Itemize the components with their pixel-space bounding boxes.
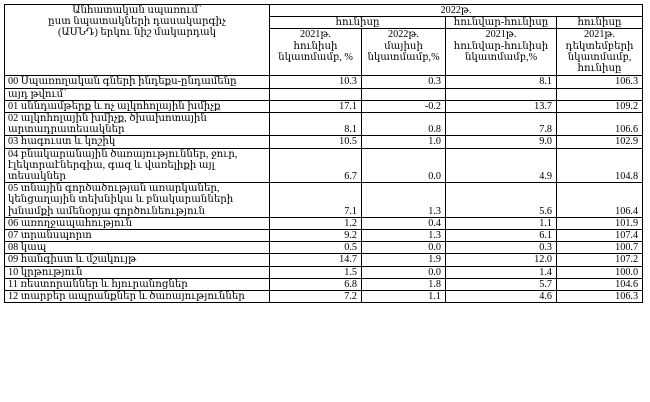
value-june-yoy: 14.7 (270, 254, 362, 266)
value-june-vs-dec: 104.8 (557, 148, 643, 183)
table-row (5, 254, 643, 266)
value-jan-june-yoy: 5.7 (446, 278, 557, 290)
value-june-yoy: 7.1 (270, 183, 362, 218)
value-june-yoy: 8.1 (270, 113, 362, 136)
value-june-vs-dec: 107.4 (557, 230, 643, 242)
value-june-mom: 0.0 (362, 242, 446, 254)
row-label: 03 հագուստ և կոշիկ (5, 136, 270, 148)
value-june-vs-dec: 102.9 (557, 136, 643, 148)
row-label: 08 կապ (5, 242, 270, 254)
col-b-header: 2022թ. մայիսի նկատմամբ,% (362, 29, 446, 76)
value-jan-june-yoy: 4.9 (446, 148, 557, 183)
value-jan-june-yoy: 9.0 (446, 136, 557, 148)
value-june-mom: -0.2 (362, 100, 446, 112)
value-june-yoy: 10.5 (270, 136, 362, 148)
value-june-vs-dec: 106.3 (557, 291, 643, 303)
row-label: 11 ռեստորաններ և հյուրանոցներ (5, 278, 270, 290)
value-june-vs-dec: 106.3 (557, 76, 643, 88)
label-column-header: Անհատական սպառում՝ ըստ նպատակների դասակարգիչ (ԱՍՆԴ) երկու նիշ մակարդակ (5, 5, 270, 76)
june-group-header: հունիսը (270, 17, 446, 29)
table-row (5, 113, 643, 136)
table-row (5, 148, 643, 183)
table-row (5, 76, 643, 88)
table-row (5, 278, 643, 290)
value-june-vs-dec: 106.4 (557, 183, 643, 218)
value-june-mom: 1.0 (362, 136, 446, 148)
table-row (5, 242, 643, 254)
row-label: 12 տարբեր ապրանքներ և ծառայություններ (5, 291, 270, 303)
value-june-vs-dec (557, 88, 643, 100)
value-june-yoy (270, 88, 362, 100)
table-row (5, 266, 643, 278)
year-header: 2022թ. (270, 5, 643, 17)
row-label: 07 տրանսպորտ (5, 230, 270, 242)
value-june-mom: 1.3 (362, 183, 446, 218)
value-june-vs-dec: 101.9 (557, 217, 643, 229)
jan-june-group-header: հունվար-հունիսը (446, 17, 557, 29)
value-june-mom: 0.8 (362, 113, 446, 136)
row-label: 10 կրթություն (5, 266, 270, 278)
value-june-yoy: 6.8 (270, 278, 362, 290)
value-jan-june-yoy: 1.4 (446, 266, 557, 278)
value-june-yoy: 0.5 (270, 242, 362, 254)
value-jan-june-yoy: 13.7 (446, 100, 557, 112)
value-june-yoy: 17.1 (270, 100, 362, 112)
value-june-vs-dec: 109.2 (557, 100, 643, 112)
table-row (5, 183, 643, 218)
row-label: 09 հանգիստ և մշակույթ (5, 254, 270, 266)
value-jan-june-yoy: 5.6 (446, 183, 557, 218)
value-june-vs-dec: 100.7 (557, 242, 643, 254)
cpi-table (4, 4, 643, 303)
table-body (5, 76, 643, 303)
value-june-yoy: 1.5 (270, 266, 362, 278)
value-june-yoy: 6.7 (270, 148, 362, 183)
value-june-mom: 1.9 (362, 254, 446, 266)
value-june-vs-dec: 104.6 (557, 278, 643, 290)
value-june-vs-dec: 107.2 (557, 254, 643, 266)
value-jan-june-yoy: 7.8 (446, 113, 557, 136)
value-june-vs-dec: 100.0 (557, 266, 643, 278)
table-row (5, 100, 643, 112)
value-june-yoy: 1.2 (270, 217, 362, 229)
value-june-yoy: 9.2 (270, 230, 362, 242)
value-jan-june-yoy: 4.6 (446, 291, 557, 303)
col-a-header: 2021թ. հունիսի նկատմամբ, % (270, 29, 362, 76)
row-label: 00 Սպառողական գների ինդեքս-ընդամենը (5, 76, 270, 88)
value-jan-june-yoy: 0.3 (446, 242, 557, 254)
col-c-header: 2021թ. հունվար-հունիսի նկատմամբ,% (446, 29, 557, 76)
value-june-mom: 0.0 (362, 266, 446, 278)
row-label: 02 ալկոհոլային խմիչք, ծխախոտային արտադրատեսակներ (5, 113, 270, 136)
value-jan-june-yoy: 1.1 (446, 217, 557, 229)
row-label: այդ թվում՝ (5, 88, 270, 100)
row-label: 04 բնակարանային ծառայություններ, ջուր, էլեկտրաէներգիա, գազ և վառելիքի այլ տեսակներ (5, 148, 270, 183)
table-row (5, 136, 643, 148)
row-label: 01 սննդամթերք և ոչ ալկոհոլային խմիչք (5, 100, 270, 112)
value-june-mom: 0.3 (362, 76, 446, 88)
june-right-group-header: հունիսը (557, 17, 643, 29)
value-jan-june-yoy: 6.1 (446, 230, 557, 242)
table-row (5, 217, 643, 229)
row-label: 05 տնային գործածության առարկաներ, կենցաղային տեխնիկա և բնակարանների խնամքի ամենօրյա գործունեություն (5, 183, 270, 218)
value-june-mom (362, 88, 446, 100)
table-header (5, 5, 643, 76)
value-june-yoy: 10.3 (270, 76, 362, 88)
value-jan-june-yoy: 8.1 (446, 76, 557, 88)
value-june-mom: 0.0 (362, 148, 446, 183)
value-jan-june-yoy: 12.0 (446, 254, 557, 266)
value-jan-june-yoy (446, 88, 557, 100)
value-june-mom: 0.4 (362, 217, 446, 229)
value-june-yoy: 7.2 (270, 291, 362, 303)
value-june-mom: 1.3 (362, 230, 446, 242)
table-row (5, 291, 643, 303)
table-row (5, 88, 643, 100)
value-june-mom: 1.1 (362, 291, 446, 303)
value-june-vs-dec: 106.6 (557, 113, 643, 136)
col-d-header: 2021թ. դեկտեմբերի նկատմամբ, հունիսը (557, 29, 643, 76)
table-row (5, 230, 643, 242)
row-label: 06 առողջապահություն (5, 217, 270, 229)
value-june-mom: 1.8 (362, 278, 446, 290)
